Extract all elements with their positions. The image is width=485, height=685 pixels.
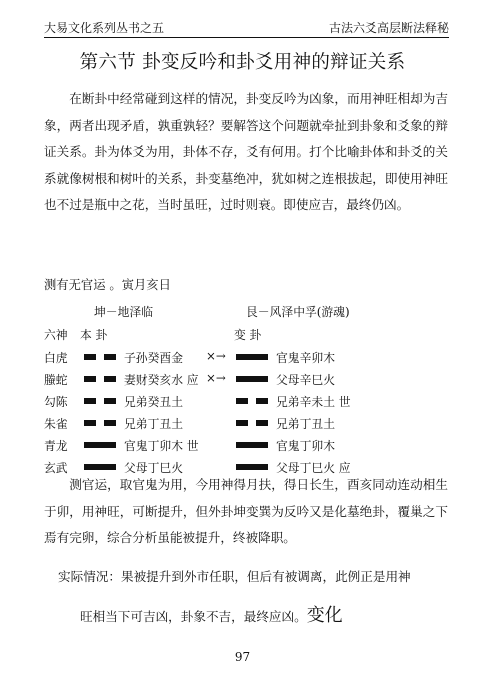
change-yang-line [236,354,268,360]
change-yin-line-segment [256,398,268,404]
main-yang-line [84,442,116,448]
main-line-text: 父母丁巳火 [124,461,183,475]
main-yin-line-segment [84,420,96,426]
change-yang-line [236,464,268,470]
case-line: 测有无官运 。寅月亥日 [44,278,171,292]
change-line-text: 父母丁巳火 应 [276,461,351,475]
six-spirit-label: 玄武 [44,461,68,475]
change-line-text: 官鬼辛卯木 [276,351,335,365]
main-yin-line-segment [104,420,116,426]
main-line-text: 兄弟丁丑土 [124,417,183,431]
actual-outcome-large-text: 变化 [306,605,343,626]
main-yin-line-segment [104,398,116,404]
changed-hexagram-title: 艮－风泽中孚(游魂) [246,305,350,319]
six-spirit-label: 螣蛇 [44,373,68,387]
main-line-text: 官鬼丁卯木 世 [124,439,199,453]
change-line-text: 父母辛巳火 [276,373,335,387]
change-yang-line [236,442,268,448]
six-spirit-label: 朱雀 [44,417,68,431]
running-header [44,14,449,36]
column-header-change: 变 卦 [234,328,262,342]
change-line-text: 兄弟丁丑土 [276,417,335,431]
section-title: 第六节 卦变反吟和卦爻用神的辩证关系 [79,52,406,73]
actual-outcome-line: 实际情况：果被提升到外市任职，但后有被调离，此例正是用神 [58,569,411,584]
actual-outcome-line-2 [80,601,343,627]
header-series-title: 大易文化系列丛书之五 [44,21,165,35]
main-yin-line-segment [84,398,96,404]
six-spirit-label: 勾陈 [44,395,68,409]
main-line-text: 妻财癸亥水 应 [124,373,199,387]
change-yin-line-segment [236,420,248,426]
moving-line-mark: ×→ [206,349,226,363]
main-yin-line-segment [84,354,96,360]
column-header-spirit: 六神 [44,328,68,342]
change-line-text: 官鬼丁卯木 [276,439,335,453]
moving-line-mark: ×→ [206,371,226,385]
change-yang-line [236,376,268,382]
actual-outcome-text: 旺相当下可吉凶，卦象不吉，最终应凶。 [80,609,307,624]
change-line-text: 兄弟辛未土 世 [276,395,351,409]
intro-paragraph: 在断卦中经常碰到这样的情况，卦变反吟为凶象，而用神旺相却为吉象，两者出现矛盾，孰重孰轻？要解答这个问题就牵扯到卦象和爻象的辩证关系。卦为体爻为用，卦体不存，爻有何用。打个比喻卦体和卦爻的关系就像树根和树叶的关系，卦变墓绝冲，犹如树之连根拔起，即使用神旺也不过是瓶中之花，当时虽旺，过时则衰。即使应吉，最终仍凶。 [44,91,448,212]
page-number: 97 [234,650,251,664]
main-hexagram-title: 坤－地泽临 [94,305,153,319]
change-yin-line-segment [236,398,248,404]
main-line-text: 兄弟癸丑土 [124,395,183,409]
main-yin-line-segment [104,354,116,360]
analysis-paragraph: 测官运，取官鬼为用，今用神得月扶，得日长生，酉亥同动连动相生于卯，用神旺，可断提升，但外卦坤变巽为反吟又是化墓绝卦，覆巢之下焉有完卵，综合分析虽能被提升，终被降职。 [44,477,448,545]
main-yin-line-segment [104,376,116,382]
header-book-title: 古法六爻高层断法释秘 [328,21,449,35]
header-rule [44,37,449,38]
six-spirit-label: 青龙 [44,439,68,453]
change-yin-line-segment [256,420,268,426]
six-spirit-label: 白虎 [44,351,68,365]
column-header-main: 本 卦 [80,328,108,342]
main-yang-line [84,464,116,470]
main-line-text: 子孙癸酉金 [124,351,183,365]
main-yin-line-segment [84,376,96,382]
